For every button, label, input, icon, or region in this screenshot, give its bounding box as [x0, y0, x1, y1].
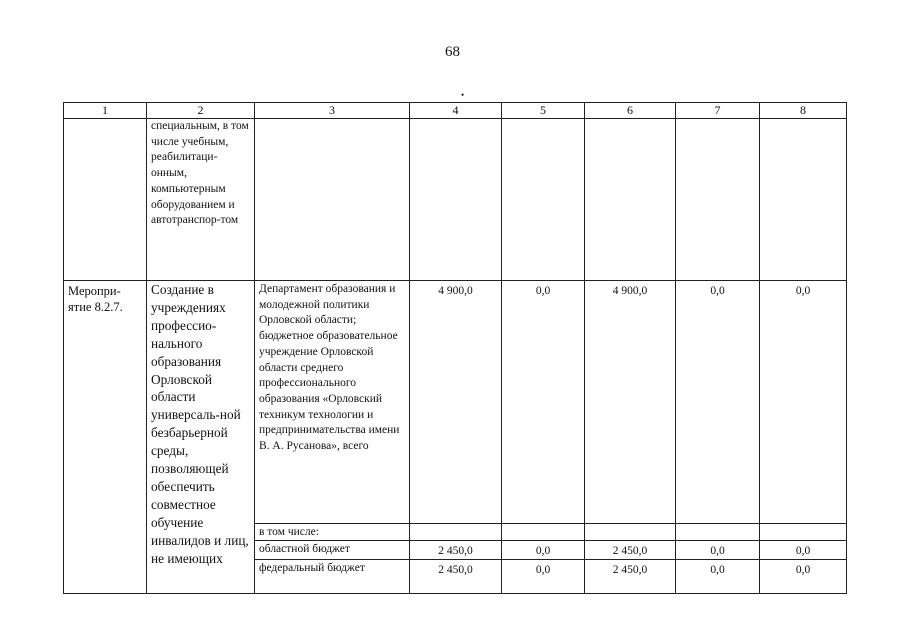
- header-row: [64, 103, 847, 119]
- value-cell: 0,0: [502, 560, 585, 594]
- value-cell: 2 450,0: [410, 541, 502, 560]
- table-cell: [64, 119, 147, 281]
- value-cell: 0,0: [760, 541, 847, 560]
- header-cell: 5: [502, 103, 585, 119]
- table-cell: [502, 524, 585, 541]
- header-cell: 3: [255, 103, 410, 119]
- table-row: [64, 281, 847, 524]
- header-cell: 8: [760, 103, 847, 119]
- header-cell: 6: [585, 103, 676, 119]
- table-cell: [502, 119, 585, 281]
- table-cell: [410, 119, 502, 281]
- responsible-executor: Департамент образования и молодежной политики Орловской области; бюджетное образовательное учреждение Орловской области среднего профессионального образования «Орловский техникум технологии и предпринимательства имени В. А. Русанова», всего: [255, 281, 410, 524]
- table-cell: [676, 524, 760, 541]
- value-cell: 0,0: [676, 281, 760, 524]
- value-cell: 0,0: [760, 281, 847, 524]
- regional-budget-label: областной бюджет: [255, 541, 410, 560]
- header-cell: 2: [147, 103, 255, 119]
- page-number: 68: [445, 44, 460, 60]
- measure-description-continued: специальным, в том числе учебным, реабилитаци-онным, компьютерным оборудованием и автотранспор-том: [147, 119, 255, 281]
- table-cell: [255, 119, 410, 281]
- table-row: [64, 119, 847, 281]
- table-cell: [760, 119, 847, 281]
- table-cell: [585, 119, 676, 281]
- value-cell: 0,0: [676, 560, 760, 594]
- measure-id: Меропри-ятие 8.2.7.: [64, 281, 147, 594]
- budget-table: [63, 102, 847, 594]
- measure-description: Создание в учреждениях профессио-нального образования Орловской области универсаль-ной безбарьерной среды, позволяющей обеспечить совместное обучение инвалидов и лиц, не имеющих: [147, 281, 255, 594]
- table-cell: [676, 119, 760, 281]
- federal-budget-label: федеральный бюджет: [255, 560, 410, 594]
- value-cell: 2 450,0: [585, 541, 676, 560]
- in-total-label: в том числе:: [255, 524, 410, 541]
- table-cell: [410, 524, 502, 541]
- value-cell: 0,0: [502, 541, 585, 560]
- table-cell: [585, 524, 676, 541]
- scan-speck: •: [461, 90, 465, 100]
- header-cell: 1: [64, 103, 147, 119]
- header-cell: 7: [676, 103, 760, 119]
- value-cell: 2 450,0: [410, 560, 502, 594]
- value-cell: 4 900,0: [410, 281, 502, 524]
- value-cell: 0,0: [502, 281, 585, 524]
- value-cell: 0,0: [676, 541, 760, 560]
- value-cell: 0,0: [760, 560, 847, 594]
- table-cell: [760, 524, 847, 541]
- header-cell: 4: [410, 103, 502, 119]
- value-cell: 2 450,0: [585, 560, 676, 594]
- value-cell: 4 900,0: [585, 281, 676, 524]
